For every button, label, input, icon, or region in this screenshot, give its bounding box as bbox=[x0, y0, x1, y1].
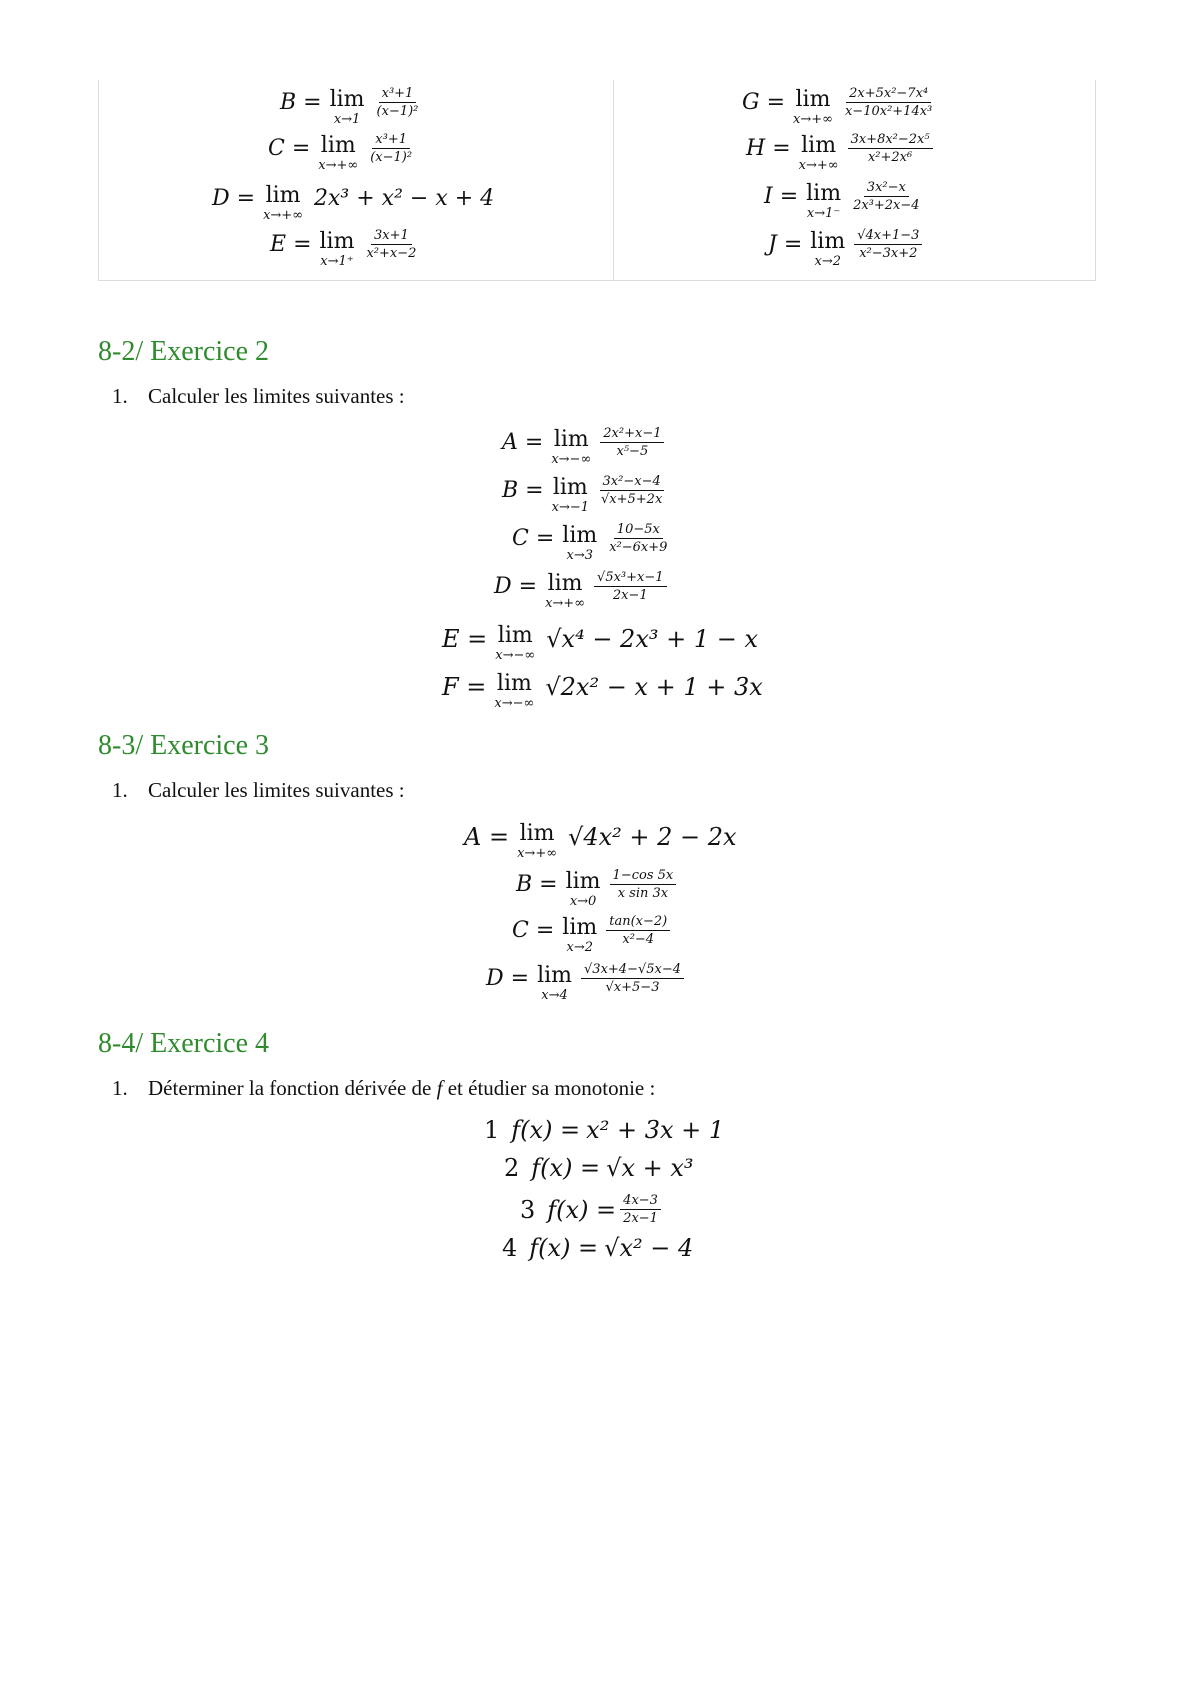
ex3-eq-D: D = lim x→4 $\frac{√3x+4-√5x-4}{√x+5-3}$ bbox=[486, 960, 684, 997]
exercise-2-instruction: 1. Calculer les limites suivantes : bbox=[112, 384, 405, 408]
ex4-func-3: 3 f(x) = $\frac{4x-3}{2x-1}$ bbox=[520, 1194, 661, 1225]
table-divider bbox=[613, 80, 614, 280]
table-left-eq-B: B = lim x→1 $\frac{\text{x³+1}}{\text{(x−1)²}}$ bbox=[280, 86, 419, 127]
ex2-eq-E: E = lim x→−∞ √x⁴ − 2x³ + 1 − x bbox=[442, 623, 759, 663]
table-right-eq-J: J = lim x→2 $\frac{√4x+1-3}{\text{x²−3x+2}}$ bbox=[768, 226, 922, 263]
ex4-func-4: 4 f(x) = √x² − 4 bbox=[502, 1234, 694, 1262]
ex2-eq-C: C = lim x→3 $\frac{10-5x}{\text{x²−6x+9}}$ bbox=[512, 522, 668, 563]
table-right-eq-I: I = lim x→1⁻ $\frac{\text{3x²−x}}{\text{2x³+2x−4}}$ bbox=[764, 180, 920, 221]
exercise-3-instruction: 1. Calculer les limites suivantes : bbox=[112, 778, 405, 802]
table-left-eq-C: C = lim x→+∞ $\frac{\text{x³+1}}{\text{(x−1)²}}$ bbox=[268, 132, 413, 173]
ex3-eq-A: A = lim x→+∞ √4x² + 2 − 2x bbox=[464, 821, 737, 861]
exercise-4-instruction: 1. Déterminer la fonction dérivée de f et étudier sa monotonie : bbox=[112, 1076, 656, 1100]
ex2-eq-D: D = lim x→+∞ $\frac{\text{√5x³+x−1}}{2x-1}$ bbox=[494, 568, 667, 605]
exercise-4-title: 8-4/ Exercice 4 bbox=[98, 1028, 270, 1059]
ex4-func-2: 2 f(x) = √x + x³ bbox=[504, 1154, 694, 1182]
ex2-eq-A: A = lim x→−∞ $\frac{\text{2x²+x−1}}{\text{x⁵−5}}$ bbox=[502, 424, 664, 461]
table-left-eq-D: D = lim x→+∞ 2x³ + x² − x + 4 bbox=[212, 183, 495, 223]
exercise-2-title: 8-2/ Exercice 2 bbox=[98, 336, 270, 367]
ex3-eq-B: B = lim x→0 $\frac{1-\cos 5x}{\text{x sin 3x}}$ bbox=[516, 866, 676, 903]
ex2-eq-B: B = lim x→−1 $\frac{\text{3x²−x−4}}{√x+5+2x}$ bbox=[502, 474, 663, 515]
table-right-eq-G: G = lim x→+∞ $\frac{\text{2x+5x²−7x⁴}}{\text{x−10x²+14x³}}$ bbox=[742, 86, 933, 127]
table-left-eq-E: E = lim x→1⁺ $\frac{3x+1}{\text{x²+x−2}}$ bbox=[270, 228, 417, 269]
table-right-eq-H: H = lim x→+∞ $\frac{\text{3x+8x²−2x⁵}}{\text{x²+2x⁶}}$ bbox=[746, 130, 933, 167]
ex3-eq-C: C = lim x→2 $\frac{\tan(x-2)}{\text{x²−4}}$ bbox=[512, 912, 670, 949]
exercise-3-title: 8-3/ Exercice 3 bbox=[98, 730, 270, 761]
ex4-func-1: 1 f(x) = x² + 3x + 1 bbox=[484, 1116, 725, 1144]
ex2-eq-F: F = lim x→−∞ √2x² − x + 1 + 3x bbox=[442, 671, 763, 711]
